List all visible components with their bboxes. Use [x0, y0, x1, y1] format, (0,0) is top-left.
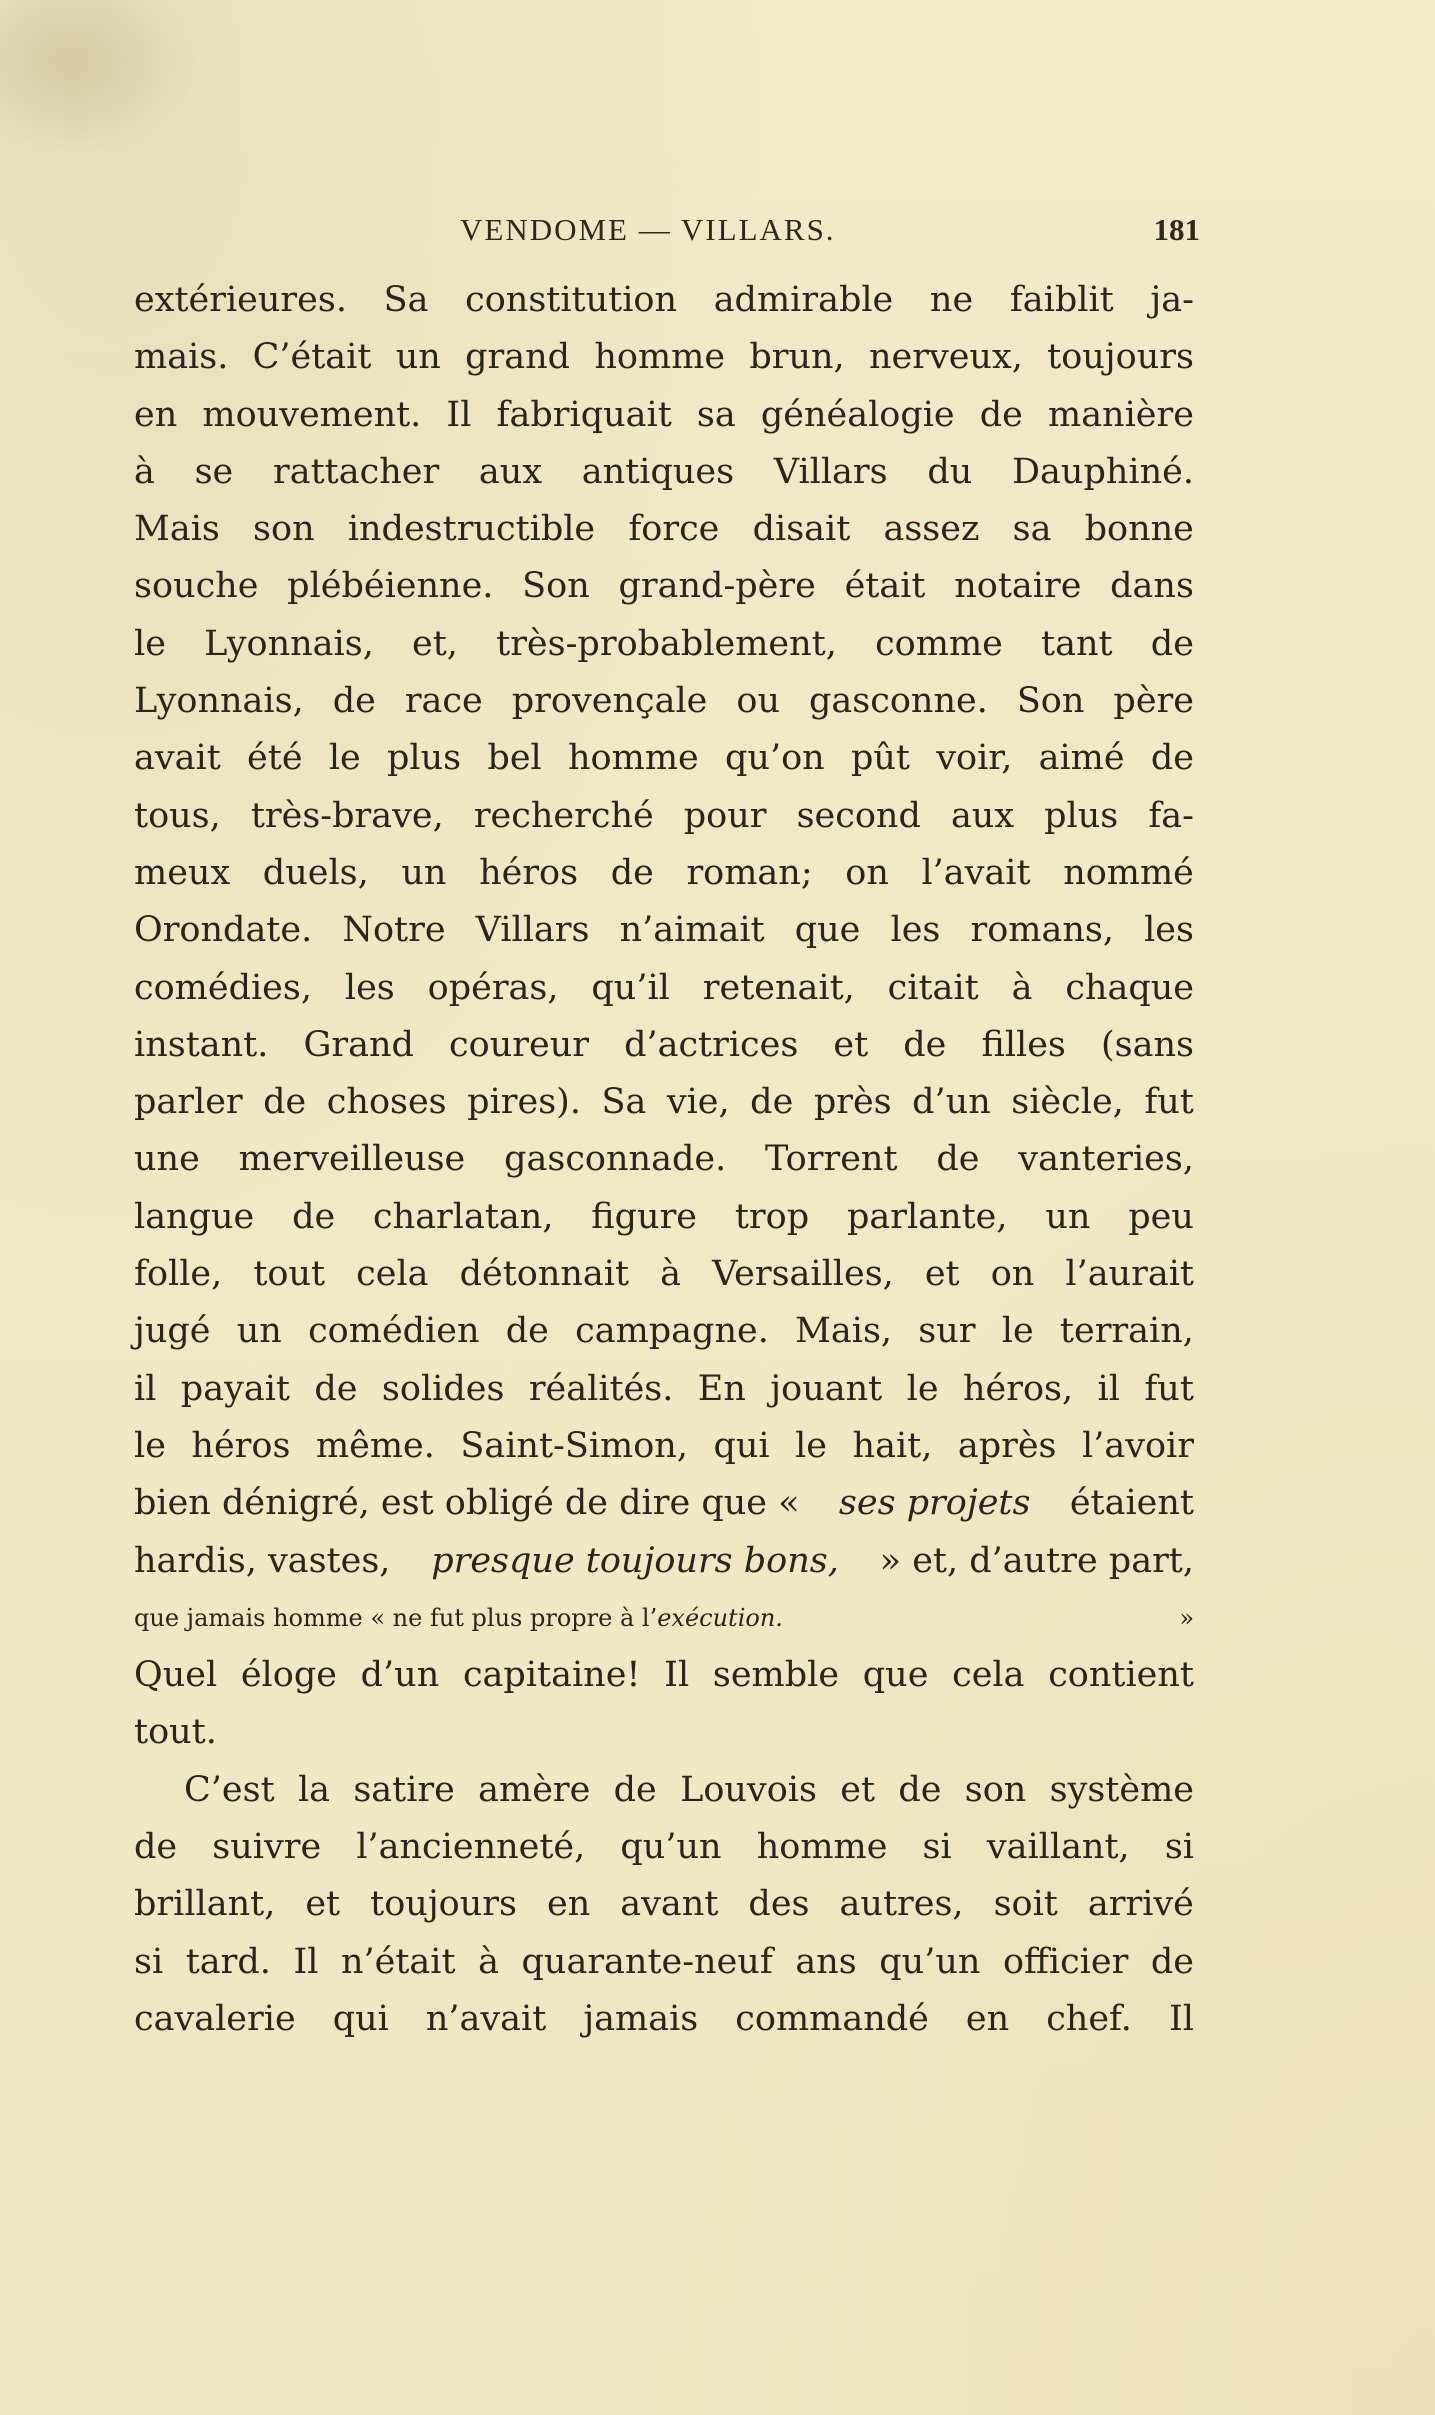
text-line — [134, 1762, 1194, 1819]
word: de — [292, 1196, 336, 1237]
word: toujours — [370, 1884, 517, 1925]
word: mais. — [134, 337, 229, 378]
text-segment: tout. — [134, 1712, 217, 1753]
word: aimé — [1038, 738, 1125, 779]
word: merveilleuse — [238, 1139, 466, 1180]
word: aux — [478, 451, 543, 492]
word: choses — [326, 1082, 447, 1123]
word: et — [924, 1254, 960, 1295]
word: langue — [134, 1196, 255, 1237]
word: commandé — [735, 1998, 929, 2039]
text-line — [134, 1876, 1194, 1933]
text-segment: étaient — [1069, 1483, 1194, 1524]
word: retenait, — [702, 967, 855, 1008]
word: ne — [929, 280, 974, 320]
word: toujours — [1047, 337, 1194, 378]
word: recherché — [473, 795, 654, 836]
page-number: 181 — [1153, 212, 1200, 247]
running-title: VENDOME — VILLARS. — [460, 212, 836, 247]
word: pour — [683, 795, 767, 836]
italic-quote: ses projets — [838, 1483, 1031, 1524]
word: l’aurait — [1065, 1254, 1194, 1295]
text-line — [134, 501, 1194, 558]
text-line — [134, 1590, 1194, 1647]
word: Il — [1168, 1998, 1194, 2039]
text-segment: » et, d’autre part, — [879, 1540, 1194, 1581]
word: même. — [315, 1425, 435, 1466]
word: sa — [1012, 509, 1052, 550]
text-segment: hardis, vastes, — [134, 1540, 391, 1581]
word: tard. — [185, 1941, 271, 1982]
word: l’ancienneté, — [356, 1827, 586, 1868]
word: très-brave, — [250, 795, 444, 836]
word: héros — [479, 852, 579, 893]
word: éloge — [240, 1655, 337, 1696]
word: près — [813, 1082, 892, 1123]
word: bonne — [1084, 509, 1194, 550]
word: jugé — [134, 1311, 211, 1352]
word: tout — [253, 1254, 326, 1295]
word: chaque — [1065, 967, 1194, 1008]
word: avait — [134, 738, 221, 779]
word: tous, — [134, 795, 221, 836]
word: voir, — [936, 738, 1013, 779]
text-line — [134, 444, 1194, 501]
word: quarante-neuf — [521, 1941, 773, 1982]
word: Mais — [134, 509, 220, 550]
word: si — [1164, 1827, 1194, 1868]
word: nommé — [1063, 852, 1194, 893]
word: et, — [412, 623, 458, 664]
word: héros, — [962, 1368, 1074, 1409]
word: que — [794, 910, 861, 951]
word: provençale — [511, 681, 708, 722]
word: brun, — [749, 337, 845, 378]
word: un — [401, 852, 447, 893]
word: héros — [191, 1425, 291, 1466]
word: parlante, — [846, 1196, 1008, 1237]
word: cela — [356, 1254, 429, 1295]
text-line — [134, 1131, 1194, 1188]
word: roman; — [686, 852, 813, 893]
word: (sans — [1100, 1024, 1194, 1065]
word: bel — [487, 738, 542, 779]
text-segment: bien dénigré, est obligé de dire que « — [134, 1483, 800, 1524]
word: romans, — [970, 910, 1114, 951]
word: autres, — [839, 1884, 964, 1925]
word: ans — [795, 1941, 857, 1982]
text-line — [134, 730, 1194, 787]
text-segment: » — [1179, 1603, 1194, 1632]
word: pût — [850, 738, 910, 779]
word: les — [890, 910, 941, 951]
word: campagne. — [575, 1311, 769, 1352]
word: semble — [712, 1655, 840, 1696]
word: vaillant, — [986, 1827, 1130, 1868]
word: homme — [756, 1827, 888, 1868]
word: comédien — [308, 1311, 480, 1352]
word: de — [263, 1082, 307, 1123]
word: Grand — [303, 1024, 414, 1065]
word: aux — [950, 795, 1015, 836]
word: de — [979, 394, 1023, 435]
text-line — [134, 1246, 1194, 1303]
text-line — [134, 1475, 1194, 1532]
text-line — [134, 845, 1194, 902]
word: plébéienne. — [287, 566, 494, 607]
word: avant — [620, 1884, 719, 1925]
word: officier — [1002, 1941, 1129, 1982]
word: on — [990, 1254, 1035, 1295]
word: plus — [387, 738, 462, 779]
text-line — [134, 1017, 1194, 1074]
text-line — [134, 1991, 1194, 2048]
word: le — [134, 1425, 166, 1466]
paper-stain — [0, 0, 200, 160]
word: les — [1144, 910, 1194, 951]
word: meux — [134, 852, 231, 893]
word: qu’il — [591, 967, 670, 1008]
word: C’est — [184, 1769, 275, 1810]
word: Versailles, — [712, 1254, 894, 1295]
word: jamais — [583, 1998, 699, 2039]
word: solides — [381, 1368, 505, 1409]
word: Orondate. — [134, 910, 313, 951]
word: un — [395, 337, 441, 378]
word: faiblit — [1009, 280, 1114, 320]
word: de — [505, 1311, 549, 1352]
word: filles — [981, 1024, 1066, 1065]
word: le — [328, 738, 361, 779]
word: suivre — [212, 1827, 322, 1868]
word: Son — [522, 566, 590, 607]
word: réalités. — [528, 1368, 674, 1409]
word: Lyonnais, — [204, 623, 374, 664]
word: son — [253, 509, 315, 550]
word: figure — [591, 1196, 698, 1237]
word: indestructible — [347, 509, 596, 550]
word: le — [1001, 1311, 1034, 1352]
word: une — [134, 1139, 200, 1180]
word: amère — [478, 1769, 591, 1810]
word: tant — [1041, 623, 1113, 664]
word: Dauphiné. — [1012, 451, 1194, 492]
word: ja- — [1150, 280, 1194, 320]
word: il — [1097, 1368, 1120, 1409]
word: En — [697, 1368, 746, 1409]
word: folle, — [134, 1254, 223, 1295]
word: de — [1150, 1941, 1194, 1982]
word: cela — [952, 1655, 1025, 1696]
word: fabriquait — [496, 394, 672, 435]
word: de — [1150, 738, 1194, 779]
word: fa- — [1148, 795, 1194, 836]
word: grand-père — [618, 566, 816, 607]
text-line — [134, 1647, 1194, 1704]
word: admirable — [713, 280, 894, 320]
word: Torrent — [765, 1139, 898, 1180]
word: comédies, — [134, 967, 312, 1008]
word: de — [936, 1139, 980, 1180]
word: brillant, — [134, 1884, 276, 1925]
word: système — [1049, 1769, 1194, 1810]
text-line — [134, 902, 1194, 959]
word: si — [134, 1941, 164, 1982]
word: hait, — [852, 1425, 933, 1466]
word: Villars — [773, 451, 888, 492]
word: Son — [1016, 681, 1085, 722]
word: fut — [1144, 1082, 1194, 1123]
word: en — [965, 1998, 1010, 2039]
running-head — [0, 212, 1435, 252]
word: trop — [734, 1196, 810, 1237]
word: n’avait — [425, 1998, 547, 2039]
word: et — [840, 1769, 876, 1810]
word: duels, — [262, 852, 369, 893]
word: Saint-Simon, — [460, 1425, 688, 1466]
italic-wrap — [657, 1590, 1179, 1647]
paragraph-1-lines — [134, 272, 1194, 1475]
word: rattacher — [273, 451, 440, 492]
word: vanteries, — [1018, 1139, 1194, 1180]
text-segment: que jamais homme « ne fut plus propre à l’ — [134, 1603, 658, 1632]
italic-quote: exécution. — [657, 1603, 783, 1632]
text-line — [134, 673, 1194, 730]
word: capitaine! — [462, 1655, 641, 1696]
word: n’aimait — [619, 910, 765, 951]
word: sa — [696, 394, 736, 435]
text-line — [134, 1361, 1194, 1418]
word: l’avoir — [1082, 1425, 1194, 1466]
word: et — [833, 1024, 869, 1065]
word: gasconnade. — [504, 1139, 727, 1180]
word: en — [134, 394, 178, 435]
word: mouvement. — [202, 394, 422, 435]
word: jouant — [770, 1368, 883, 1409]
word: se — [194, 451, 234, 492]
word: parler — [134, 1082, 243, 1123]
word: dans — [1110, 566, 1194, 607]
word: souche — [134, 566, 259, 607]
word: notaire — [954, 566, 1082, 607]
text-line — [134, 616, 1194, 673]
text-line — [134, 788, 1194, 845]
word: pires). — [467, 1082, 581, 1123]
word: à — [134, 451, 155, 492]
word: très-probablement, — [496, 623, 837, 664]
word: instant. — [134, 1024, 269, 1065]
word: et — [305, 1884, 341, 1925]
word: grand — [465, 337, 571, 378]
word: à — [660, 1254, 681, 1295]
body-text — [134, 272, 1194, 2048]
word: de — [750, 1082, 794, 1123]
word: plus — [1044, 795, 1119, 836]
word: antiques — [581, 451, 735, 492]
word: Villars — [475, 910, 590, 951]
word: Quel — [134, 1655, 218, 1696]
paragraph-1-lines-after — [134, 1647, 1194, 1704]
word: Notre — [342, 910, 446, 951]
word: en — [547, 1884, 591, 1925]
word: homme — [594, 337, 726, 378]
word: on — [845, 852, 889, 893]
word: le — [134, 623, 166, 664]
word: Lyonnais, — [134, 681, 304, 722]
word: après — [957, 1425, 1057, 1466]
text-line — [134, 1418, 1194, 1475]
word: ou — [736, 681, 780, 722]
italic-quote: presque toujours bons, — [431, 1540, 839, 1581]
word: la — [297, 1769, 331, 1810]
text-line-last — [134, 1704, 1194, 1761]
word: des — [748, 1884, 810, 1925]
word: payait — [180, 1368, 290, 1409]
word: siècle, — [1011, 1082, 1124, 1123]
word: Mais, — [795, 1311, 893, 1352]
word: de — [613, 1769, 657, 1810]
word: le — [795, 1425, 828, 1466]
word: C’était — [252, 337, 372, 378]
text-line — [134, 1074, 1194, 1131]
text-line — [134, 960, 1194, 1017]
word: coureur — [449, 1024, 589, 1065]
word: citait — [887, 967, 979, 1008]
word: fut — [1144, 1368, 1194, 1409]
word: un — [236, 1311, 282, 1352]
word: père — [1113, 681, 1194, 722]
word: qu’on — [725, 738, 825, 779]
word: qui — [332, 1998, 389, 2039]
word: que — [862, 1655, 929, 1696]
word: de — [610, 852, 654, 893]
paragraph-2-lines — [134, 1762, 1194, 2048]
word: n’était — [340, 1941, 456, 1982]
word: Louvois — [680, 1769, 817, 1810]
text-line — [134, 329, 1194, 386]
word: de — [898, 1769, 942, 1810]
text-line — [134, 1303, 1194, 1360]
word: à — [1011, 967, 1033, 1008]
word: qu’un — [879, 1941, 981, 1982]
text-line — [134, 272, 1194, 329]
word: de — [134, 1827, 178, 1868]
word: un — [1045, 1196, 1091, 1237]
word: le — [906, 1368, 939, 1409]
word: d’actrices — [624, 1024, 799, 1065]
word: satire — [353, 1769, 455, 1810]
word: était — [844, 566, 926, 607]
word: second — [796, 795, 921, 836]
word: l’avait — [921, 852, 1031, 893]
word: chef. — [1046, 1998, 1132, 2039]
word: si — [922, 1827, 952, 1868]
word: de — [1150, 623, 1194, 664]
word: opéras, — [427, 967, 559, 1008]
word: sur — [918, 1311, 976, 1352]
word: terrain, — [1059, 1311, 1194, 1352]
word: été — [247, 738, 303, 779]
word: il — [134, 1368, 157, 1409]
word: nerveux, — [868, 337, 1023, 378]
word: du — [927, 451, 973, 492]
word: constitution — [465, 280, 678, 320]
word: manière — [1048, 394, 1194, 435]
word: Il — [664, 1655, 690, 1696]
word: d’un — [360, 1655, 440, 1696]
word: charlatan, — [373, 1196, 554, 1237]
word: Il — [293, 1941, 319, 1982]
word: disait — [752, 509, 851, 550]
word: de — [332, 681, 376, 722]
word: généalogie — [760, 394, 955, 435]
word: cavalerie — [134, 1998, 296, 2039]
text-line — [134, 387, 1194, 444]
word: race — [404, 681, 483, 722]
word: à — [478, 1941, 499, 1982]
word: son — [964, 1769, 1027, 1810]
word: qu’un — [620, 1827, 722, 1868]
word: les — [344, 967, 395, 1008]
word: homme — [568, 738, 699, 779]
word: peu — [1128, 1196, 1194, 1237]
text-line — [134, 1819, 1194, 1876]
word: Sa — [383, 280, 429, 320]
word: Il — [446, 394, 472, 435]
word: de — [314, 1368, 358, 1409]
word: détonnait — [459, 1254, 630, 1295]
word: gasconne. — [809, 681, 988, 722]
word: force — [628, 509, 720, 550]
word: comme — [875, 623, 1003, 664]
text-line — [134, 1934, 1194, 1991]
word: Sa — [601, 1082, 647, 1123]
word: soit — [993, 1884, 1058, 1925]
word: qui — [713, 1425, 770, 1466]
word: de — [903, 1024, 947, 1065]
text-line — [134, 558, 1194, 615]
word: vie, — [666, 1082, 730, 1123]
word: contient — [1048, 1655, 1194, 1696]
word: extérieures. — [134, 280, 347, 320]
word: arrivé — [1087, 1884, 1194, 1925]
text-line — [134, 1189, 1194, 1246]
text-line — [134, 1533, 1194, 1590]
word: d’un — [912, 1082, 991, 1123]
word: assez — [883, 509, 980, 550]
